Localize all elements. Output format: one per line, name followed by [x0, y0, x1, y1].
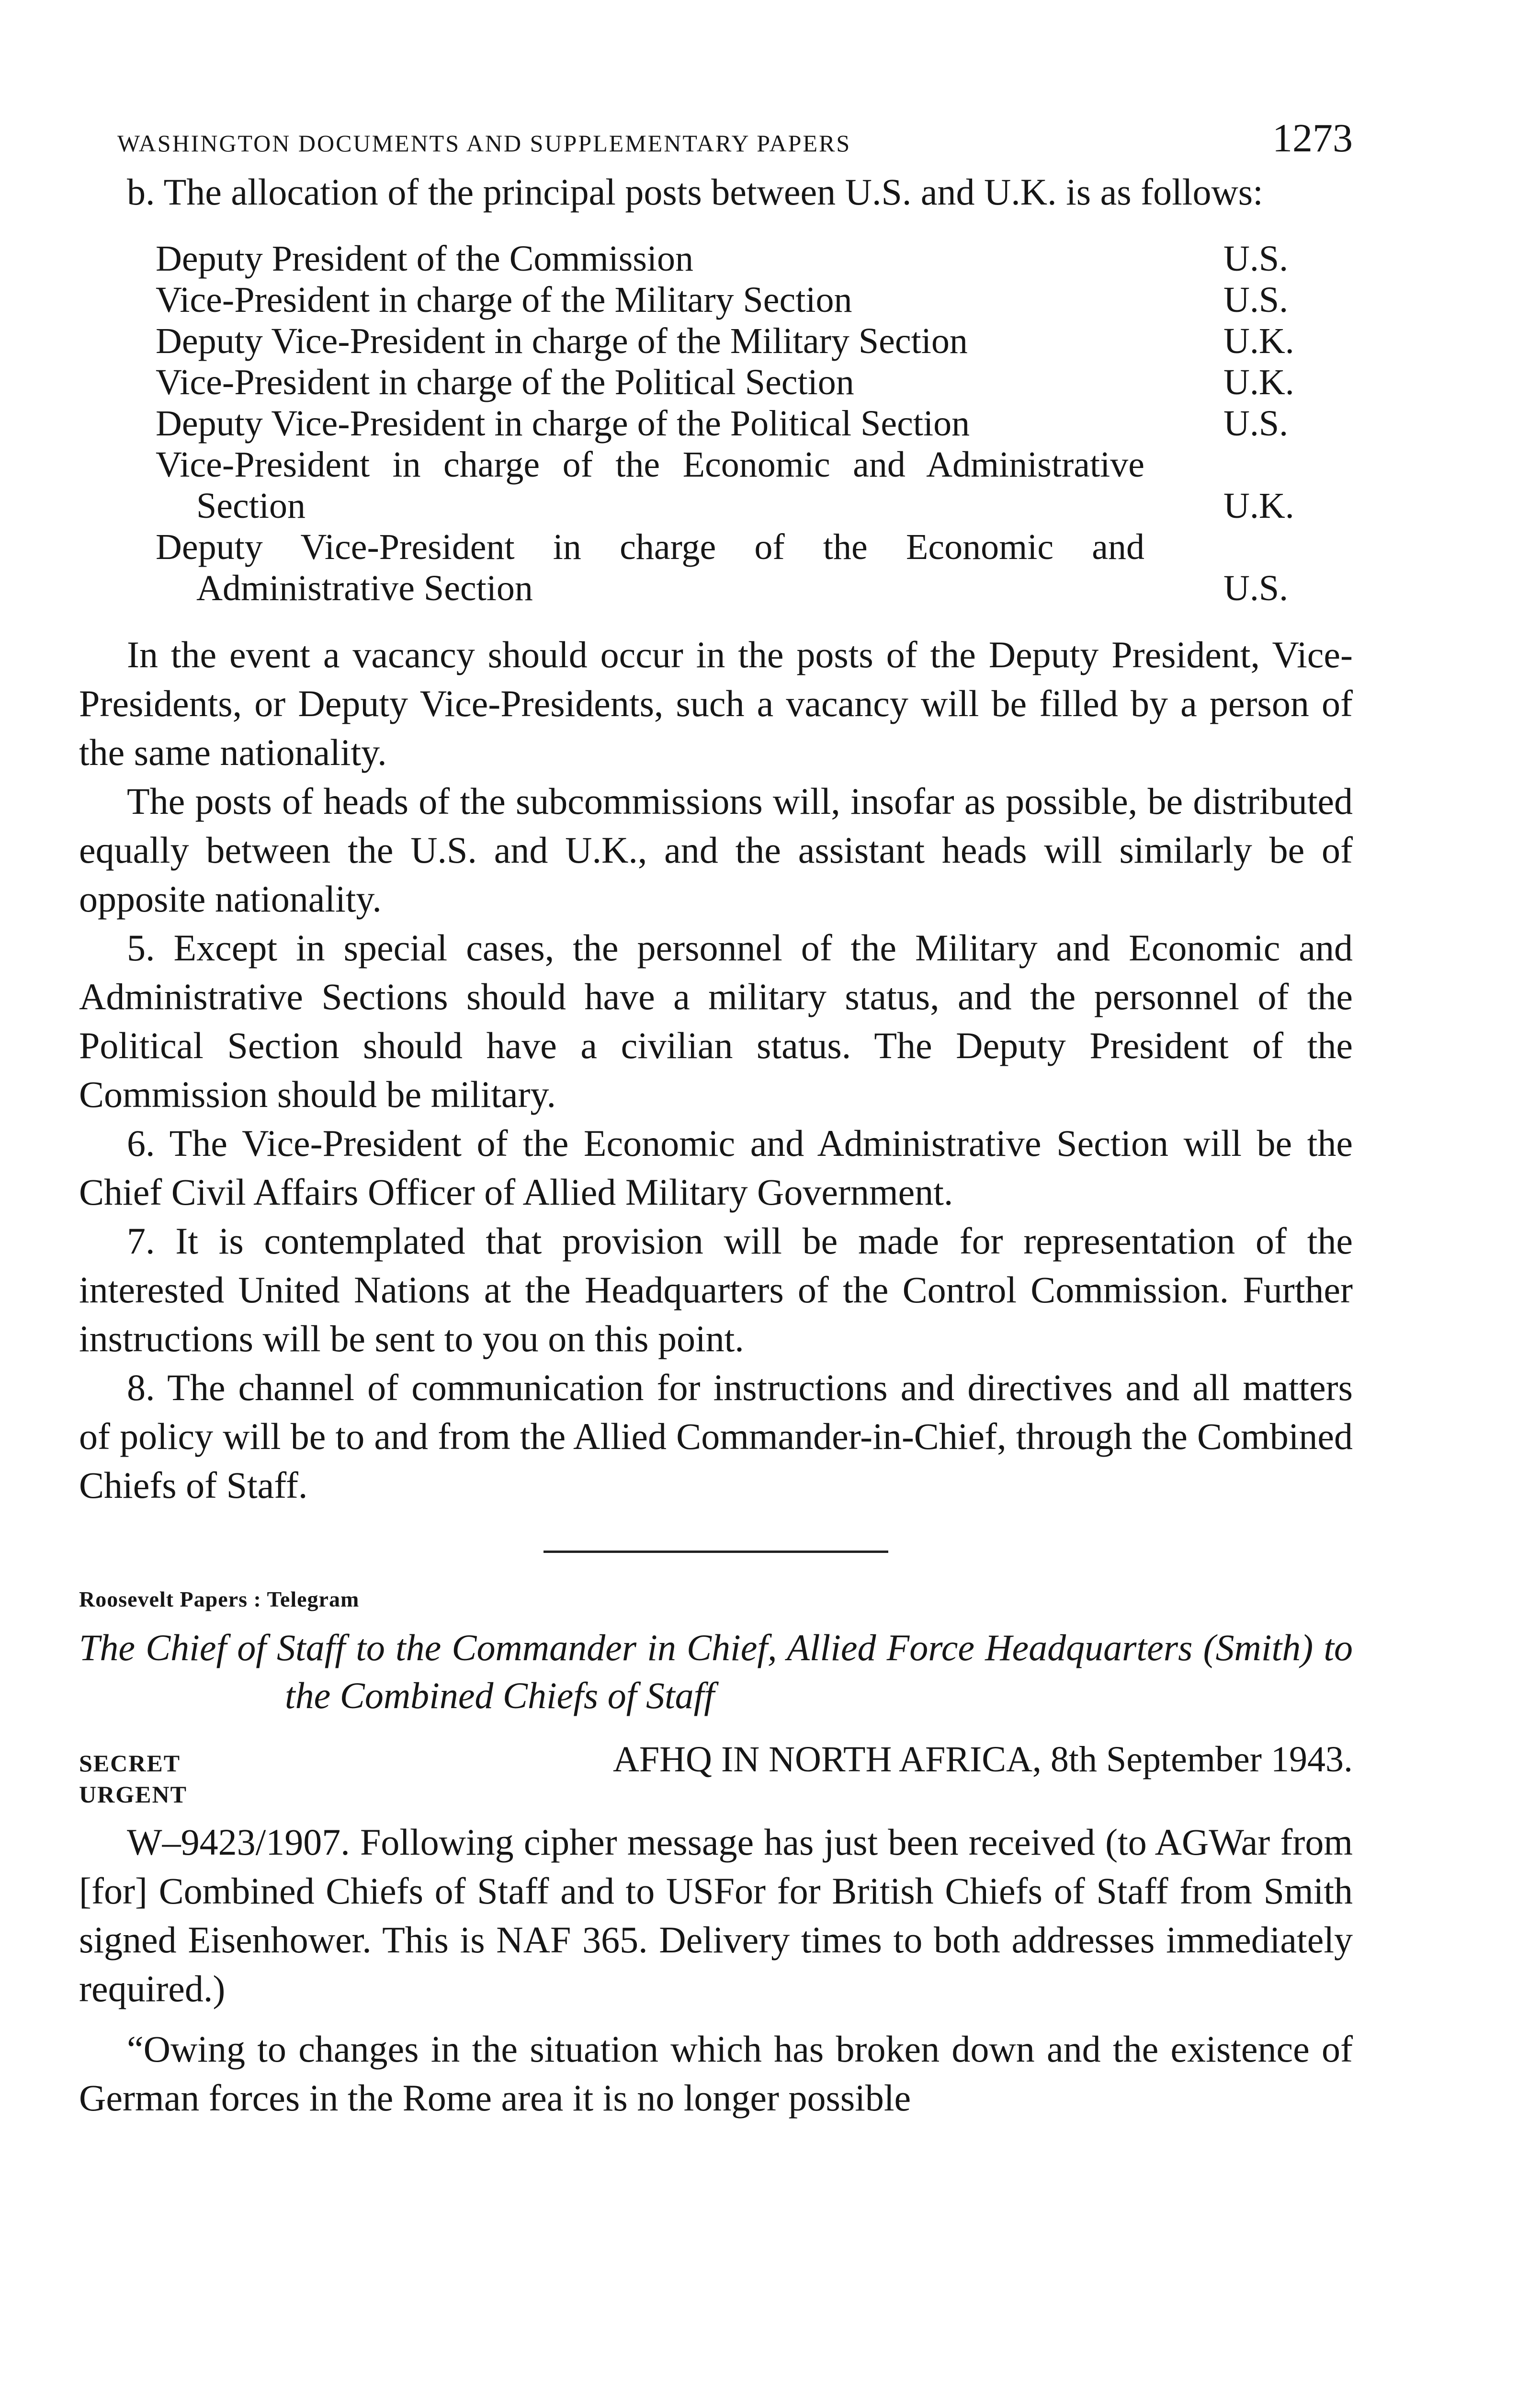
body-paragraph: 7. It is contemplated that provision will be made for representation of the interested United Nations at the Headquarters of the Control Commission. Further instructions will be sent to you on this point. [79, 1220, 1353, 1359]
allocation-post: Vice-President in charge of the Political Section [156, 362, 854, 402]
body-paragraph: In the event a vacancy should occur in the posts of the Deputy President, Vice-Presidents, or Deputy Vice-Presidents, such a vacancy will be filled by a person of the same nationality. [79, 634, 1353, 773]
allocation-post: Vice-President in charge of the Economic and Administrative Section [156, 445, 1144, 526]
allocation-nationality: U.K. [1223, 486, 1294, 526]
allocation-nationality: U.K. [1223, 321, 1294, 361]
document-title: The Chief of Staff to the Commander in Chief, Allied Force Headquarters (Smith) to the Combined Chiefs of Staff [79, 1627, 1353, 1716]
allocation-post: Deputy Vice-President in charge of the Military Section [156, 321, 968, 361]
allocation-post: Deputy Vice-President in charge of the Political Section [156, 403, 970, 444]
telegram-paragraph: “Owing to changes in the situation which has broken down and the existence of German forces in the Rome area it is no longer possible [79, 2028, 1353, 2119]
section-divider [544, 1551, 888, 1553]
body-paragraph: 8. The channel of communication for instructions and directives and all matters of policy will be to and from the Allied Commander-in-Chief, through the Combined Chiefs of Staff. [79, 1367, 1353, 1506]
running-header [79, 115, 1353, 168]
allocation-row [156, 320, 1319, 362]
body-paragraph: 5. Except in special cases, the personnel of the Military and Economic and Administrative Sections should have a military status, and the personnel of the Political Section should have a civilian status. The Deputy President of the Commission should be military. [79, 927, 1353, 1115]
page-number: 1273 [1272, 116, 1353, 160]
allocation-nationality: U.S. [1223, 403, 1289, 444]
allocation-row [156, 362, 1319, 403]
body-paragraph: The posts of heads of the subcommissions will, insofar as possible, be distributed equally between the U.S. and U.K., and the assistant heads will similarly be of opposite nationality. [79, 780, 1353, 920]
allocation-nationality: U.S. [1223, 280, 1289, 320]
allocation-row [156, 444, 1319, 526]
dateline-row [79, 1739, 1353, 1780]
allocation-intro: b. The allocation of the principal posts between U.S. and U.K. is as follows: [127, 171, 1263, 213]
allocation-post: Vice-President in charge of the Military Section [156, 280, 852, 320]
allocation-table [156, 238, 1319, 609]
running-title: WASHINGTON DOCUMENTS AND SUPPLEMENTARY PAPERS [117, 130, 851, 157]
allocation-post: Deputy President of the Commission [156, 239, 694, 279]
classification-mark: SECRET [79, 1750, 181, 1777]
urgency-mark: URGENT [79, 1781, 187, 1808]
body-paragraph: 6. The Vice-President of the Economic and Administrative Section will be the Chief Civil Affairs Officer of Allied Military Government. [79, 1122, 1353, 1213]
allocation-nationality: U.S. [1223, 239, 1289, 279]
document-source: Roosevelt Papers : Telegram [79, 1587, 360, 1611]
allocation-nationality: U.S. [1223, 568, 1289, 608]
allocation-post: Deputy Vice-President in charge of the Economic and Administrative Section [156, 527, 1144, 608]
urgency-row [79, 1780, 1353, 1808]
allocation-row [156, 403, 1319, 444]
allocation-row [156, 526, 1319, 609]
dateline: AFHQ IN NORTH AFRICA, 8th September 1943. [613, 1739, 1353, 1779]
allocation-row [156, 238, 1319, 279]
telegram-paragraph: W–9423/1907. Following cipher message has just been received (to AGWar from [for] Combined Chiefs of Staff and to USFor for British Chiefs of Staff from Smith signed Eisenhower. This is NAF 365. Delivery times to both addresses immediately required.) [79, 1821, 1353, 2009]
document-page [79, 115, 1353, 2134]
allocation-row [156, 279, 1319, 320]
allocation-nationality: U.K. [1223, 362, 1294, 402]
